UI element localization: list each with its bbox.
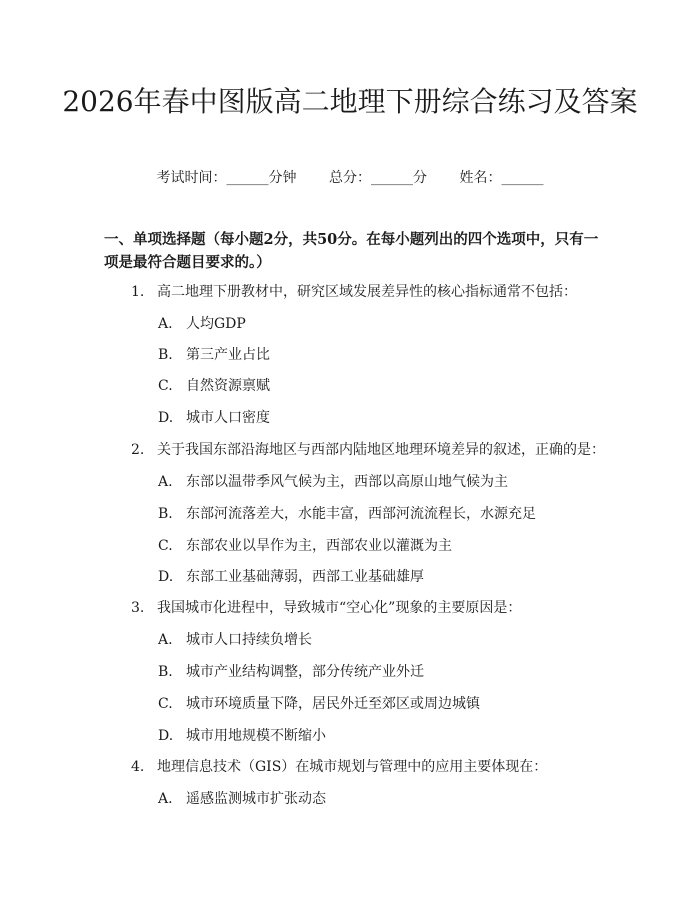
question-3-option-b — [158, 662, 424, 682]
question-2-option-b — [158, 504, 536, 524]
option-text: 遥感监测城市扩张动态 — [186, 791, 326, 807]
question-number: 3. — [131, 600, 145, 616]
question-text: 我国城市化进程中，导致城市“空心化”现象的主要原因是： — [157, 600, 522, 616]
option-text: 东部农业以旱作为主，西部农业以灌溉为主 — [186, 538, 452, 554]
question-text: 地理信息技术（GIS）在城市规划与管理中的应用主要体现在： — [157, 759, 548, 775]
option-text: 东部工业基础薄弱，西部工业基础雄厚 — [186, 569, 424, 585]
total-score-blank: ______ — [371, 170, 413, 186]
question-4 — [131, 757, 547, 777]
question-1 — [131, 282, 577, 302]
option-text: 城市环境质量下降，居民外迁至郊区或周边城镇 — [186, 696, 480, 712]
option-text: 人均GDP — [186, 316, 246, 332]
option-text: 东部以温带季风气候为主，西部以高原山地气候为主 — [186, 474, 508, 490]
question-2-option-c — [158, 536, 452, 556]
question-number: 4. — [131, 759, 145, 775]
name-blank: ______ — [501, 170, 544, 186]
exam-time-label: 考试时间： — [156, 170, 227, 186]
exam-time-unit: 分钟 — [268, 170, 297, 186]
option-label: C. — [158, 538, 173, 554]
option-text: 城市产业结构调整，部分传统产业外迁 — [186, 664, 424, 680]
option-text: 城市人口密度 — [186, 410, 270, 426]
option-label: D. — [158, 410, 174, 426]
question-3-option-d — [158, 726, 326, 746]
question-1-option-d — [158, 408, 270, 428]
option-label: D. — [158, 728, 174, 744]
question-3-option-a — [158, 630, 312, 650]
section-heading: 一、单项选择题（每小题2分，共50分。在每小题列出的四个选项中，只有一项是最符合题目要求的。） — [104, 231, 599, 271]
question-3-option-c — [158, 694, 480, 714]
option-label: A. — [158, 632, 173, 648]
total-score-unit: 分 — [413, 170, 427, 186]
question-number: 2. — [131, 442, 145, 458]
question-1-option-b — [158, 345, 270, 365]
question-2 — [131, 440, 605, 460]
question-4-option-a — [158, 789, 326, 809]
option-text: 城市用地规模不断缩小 — [186, 728, 326, 744]
option-label: A. — [158, 316, 173, 332]
exam-info-line — [0, 168, 700, 188]
question-1-option-a — [158, 314, 246, 334]
option-text: 城市人口持续负增长 — [186, 632, 312, 648]
option-text: 自然资源禀赋 — [186, 378, 270, 394]
option-label: D. — [158, 569, 174, 585]
name-label: 姓名： — [459, 170, 502, 186]
question-number: 1. — [131, 284, 145, 300]
question-2-option-a — [158, 472, 508, 492]
question-text: 关于我国东部沿海地区与西部内陆地区地理环境差异的叙述，正确的是： — [157, 442, 605, 458]
question-1-option-c — [158, 376, 270, 396]
option-label: B. — [158, 506, 173, 522]
exam-time-field — [157, 168, 297, 188]
question-3 — [131, 598, 521, 618]
total-score-label: 总分： — [329, 170, 371, 186]
document-title: 2026年春中图版高二地理下册综合练习及答案 — [62, 85, 638, 118]
exam-time-blank: ______ — [226, 170, 269, 186]
option-label: B. — [158, 347, 173, 363]
question-text: 高二地理下册教材中，研究区域发展差异性的核心指标通常不包括： — [157, 284, 577, 300]
option-label: A. — [158, 474, 173, 490]
option-label: A. — [158, 791, 173, 807]
option-text: 东部河流落差大，水能丰富，西部河流流程长，水源充足 — [186, 506, 536, 522]
option-label: C. — [158, 696, 173, 712]
total-score-field — [329, 168, 427, 188]
name-field — [459, 168, 543, 188]
option-text: 第三产业占比 — [186, 347, 270, 363]
question-2-option-d — [158, 567, 424, 587]
option-label: C. — [158, 378, 173, 394]
option-label: B. — [158, 664, 173, 680]
